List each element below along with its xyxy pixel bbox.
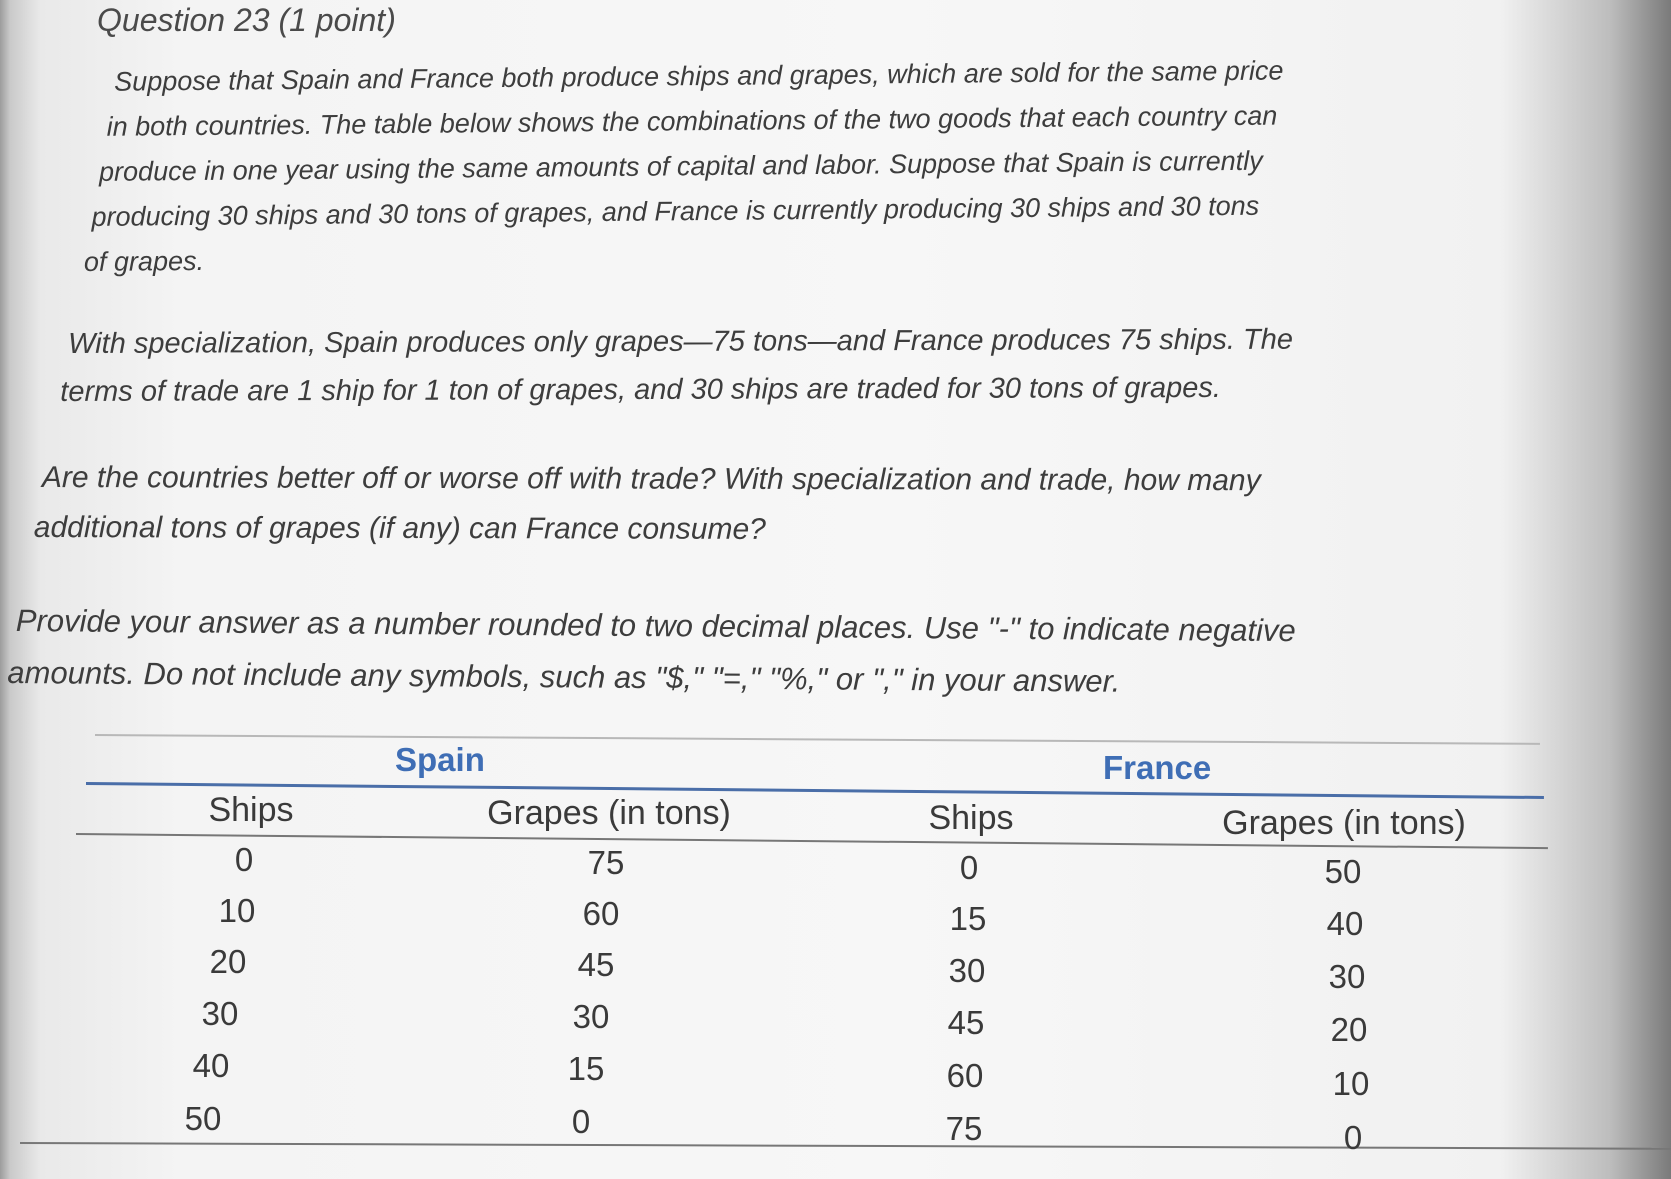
answer-instructions-line: Provide your answer as a number rounded to two decimal places. Use "-" to indicate negative [15, 603, 1296, 649]
spain-grapes-value: 60 [582, 895, 620, 932]
france-grapes-value: 30 [1328, 958, 1366, 995]
question-prompt-line: additional tons of grapes (if any) can France consume? [33, 510, 766, 546]
problem-description-line: produce in one year using the same amounts of capital and labor. Suppose that Spain is currently [98, 145, 1263, 187]
problem-description [83, 46, 1588, 285]
france-grapes-value: 0 [1343, 1119, 1363, 1156]
answer-instructions [7, 595, 1608, 712]
france-grapes-value: 20 [1330, 1011, 1368, 1048]
france-ships-value: 75 [945, 1110, 983, 1147]
spain-grapes-value: 15 [567, 1050, 605, 1087]
france-ships-value: 60 [946, 1057, 984, 1094]
country-header-rule [86, 782, 1544, 799]
spain-ships-header: Ships [208, 791, 294, 829]
spain-grapes-value: 30 [572, 998, 610, 1035]
problem-description-line: producing 30 ships and 30 tons of grapes, and France is currently producing 30 ships and 30 tons [91, 190, 1260, 232]
spain-ships-value: 0 [234, 841, 254, 878]
france-grapes-value: 10 [1332, 1065, 1370, 1102]
spain-grapes-header: Grapes (in tons) [487, 794, 731, 832]
problem-description-line: in both countries. The table below shows the combinations of the two goods that each country can [106, 100, 1278, 142]
spain-grapes-value: 0 [571, 1103, 591, 1140]
question-prompt [34, 453, 1554, 557]
france-grapes-value: 50 [1324, 853, 1362, 890]
france-ships-value: 45 [947, 1004, 985, 1041]
france-ships-value: 0 [959, 849, 979, 886]
question-prompt-line: Are the countries better off or worse off with trade? With specialization and trade, how many [41, 461, 1261, 498]
france-ships-value: 15 [949, 900, 987, 937]
spain-ships-value: 20 [209, 943, 247, 980]
answer-instructions-line: amounts. Do not include any symbols, such as "$," "=," "%," or "," in your answer. [7, 654, 1121, 699]
spain-ships-value: 10 [218, 892, 256, 929]
specialization-line: terms of trade are 1 ship for 1 ton of grapes, and 30 ships are traded for 30 tons of grapes. [60, 371, 1221, 408]
france-grapes-value: 40 [1326, 905, 1364, 942]
specialization-line: With specialization, Spain produces only grapes—75 tons—and France produces 75 ships. The [68, 323, 1294, 360]
france-label: France [1103, 749, 1212, 786]
problem-description-line: Suppose that Spain and France both produce ships and grapes, which are sold for the same price [114, 55, 1284, 97]
specialization-paragraph [60, 315, 1580, 416]
spain-ships-value: 30 [201, 995, 239, 1032]
table-top-rule [95, 734, 1540, 745]
question-title: Question 23 (1 point) [97, 2, 396, 38]
spain-grapes-value: 45 [577, 946, 615, 983]
spain-label: Spain [395, 741, 485, 778]
spain-ships-value: 40 [192, 1047, 230, 1084]
spain-ships-value: 50 [184, 1100, 222, 1137]
france-ships-value: 30 [948, 952, 986, 989]
table-bottom-rule [20, 1142, 1671, 1150]
problem-description-line: of grapes. [83, 245, 205, 278]
spain-grapes-value: 75 [587, 844, 625, 881]
france-grapes-header: Grapes (in tons) [1222, 804, 1466, 842]
france-ships-header: Ships [928, 799, 1014, 837]
